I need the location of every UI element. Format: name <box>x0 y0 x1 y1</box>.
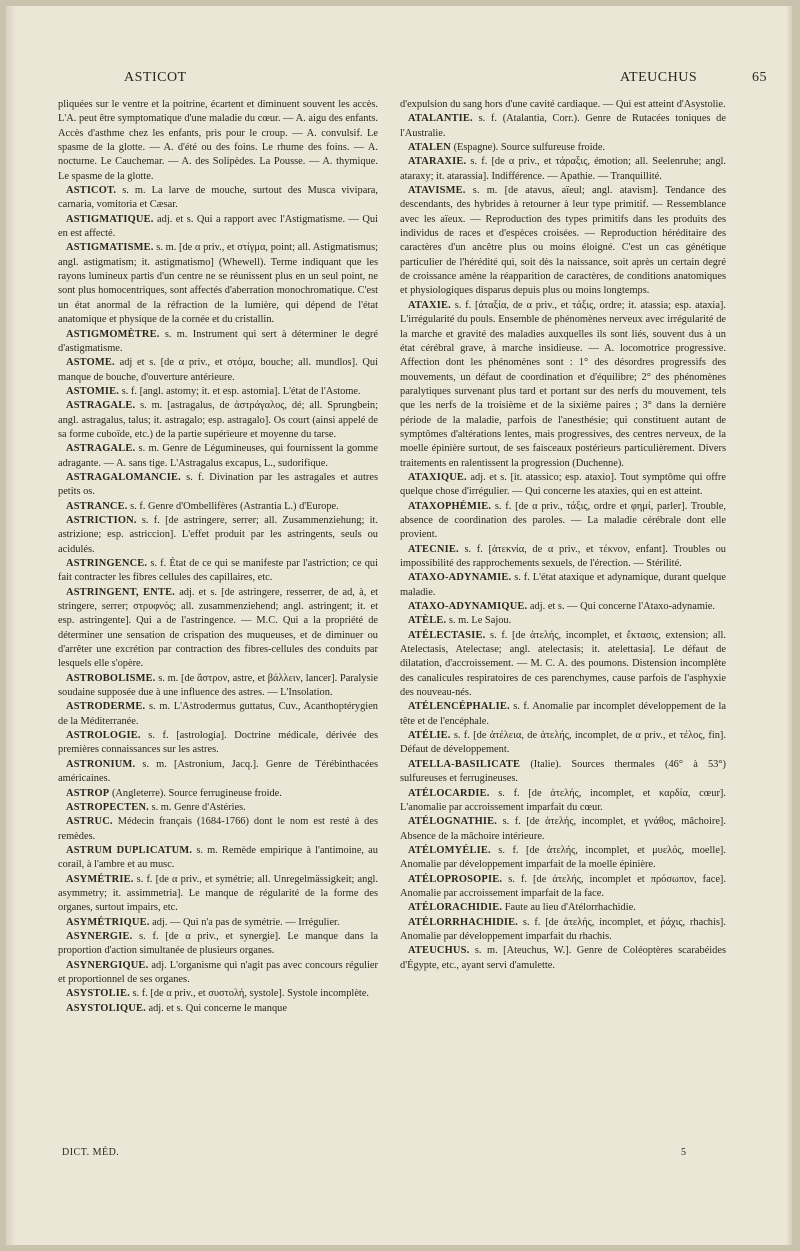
dictionary-entry <box>400 844 726 873</box>
entry-definition: s. m. Genre d'Astéries. <box>148 801 246 813</box>
entry-headword: ATÉLENCÉPHALIE. <box>408 701 510 713</box>
entry-headword: ASTRAGALOMANCIE. <box>66 471 181 483</box>
entry-definition: s. f. [de ἀτέλεια, de ἀτελής, incomplet, de α priv., et τέλος, fin]. Défaut de développement. <box>400 730 726 756</box>
entry-headword: ASYNERGIE. <box>66 930 133 942</box>
dictionary-entry <box>58 916 378 930</box>
entry-headword: ATÉLOMYÉLIE. <box>408 844 491 856</box>
dictionary-entry <box>58 758 378 787</box>
dictionary-entry <box>58 514 378 557</box>
entry-headword: ATÉLOPROSOPIE. <box>408 873 503 885</box>
entry-definition: s. f. État de ce qui se manifeste par l'astriction; ce qui fait contracter les fibres cellules des capillaires, etc. <box>58 558 378 584</box>
entry-headword: ASTROLOGIE. <box>66 730 141 742</box>
footer-signature-number: 5 <box>681 1147 687 1158</box>
dictionary-entry <box>400 155 726 184</box>
dictionary-page <box>6 6 792 1245</box>
entry-definition: s. m. Genre de Légumineuses, qui fournissent la gomme adragante. — A. sans tige. L'Astragalus excapus, L., sudorifique. <box>58 443 378 469</box>
entry-definition: s. m. [astragalus, de ἀστράγαλος, dé; all. Sprungbein; angl. astragalus, talus; it. astragalo; esp. astragalo]. Os court (ainsi appelé de sa forme cuboïde, etc.) de la partie supérieure et moyenne du tarse. <box>58 400 378 440</box>
entry-definition: d'expulsion du sang hors d'une cavité cardiaque. — Qui est atteint d'Asystolie. <box>400 99 726 110</box>
running-head-left: ASTICOT <box>124 70 187 85</box>
entry-headword: ASYSTOLIQUE. <box>66 1002 146 1014</box>
entry-definition: adj. L'organisme qui n'agit pas avec concours régulier et proportionnel de ses organes. <box>58 959 378 985</box>
dictionary-entry <box>400 815 726 844</box>
dictionary-entry <box>58 184 378 213</box>
entry-definition: s. f. [de ἀτελής, incomplet, et καρδία, cœur]. L'anomalie par accroissement imparfait du cœur. <box>400 787 726 813</box>
entry-definition: s. f. [de ἀτελής, incomplet et πρόσωπον, face]. Anomalie par accroissement imparfait de la face. <box>400 873 726 899</box>
dictionary-entry <box>58 385 378 399</box>
dictionary-entry <box>58 959 378 988</box>
entry-definition: s. m. [de atavus, aïeul; angl. atavism]. Tendance des descendants, des hybrides à retourner à leur type primitif. — Ressemblance avec les aïeux. — Reproduction des types primitifs dans les produits des individus de races et d'espèces croisées. — Reproduction héréditaire des caractères d'un ancêtre plus ou moins éloigné. C'est un cas génétique particulier de l'hérédité qui, soit dès la naissance, soit après un certain degré de croissance amène la réapparition de caractères, de conditions anatomiques et physiologiques disparus depuis plus ou moins longtemps. <box>400 185 726 297</box>
continued-entry-text <box>400 98 726 112</box>
entry-headword: ASYSTOLIE. <box>66 988 130 1000</box>
dictionary-entry <box>400 944 726 973</box>
entry-headword: ASTRANCE. <box>66 500 128 512</box>
entry-headword: ASTRICTION. <box>66 514 137 526</box>
entry-headword: ASTIGMOMÈTRE. <box>66 328 160 340</box>
dictionary-entry <box>58 930 378 959</box>
entry-definition: s. m. Le Sajou. <box>446 615 512 627</box>
entry-definition: adj et s. [de α priv., et στόμα, bouche; all. mundlos]. Qui manque de bouche, d'ouverture antérieure. <box>58 357 378 383</box>
entry-definition: s. m. [de α priv., et στίγμα, point; all. Astigmatismus; angl. astigmatism; it. astigmatismo] (Whewell). Terme indiquant que les rayons lumineux partis d'un centre ne se réunissent plus en un seul point, ne sont plus homocentriques, sont affectés d'aberration monochromatique. C'est un état anormal de la réfraction de la lumière, qui dépend de l'état anatomique et physique de la cornée et du cristallin. <box>58 242 378 326</box>
continued-entry-text <box>58 98 378 184</box>
entry-headword: ATÈLE. <box>408 615 447 627</box>
dictionary-entry <box>400 787 726 816</box>
dictionary-entry <box>400 916 726 945</box>
entry-definition: pliquées sur le ventre et la poitrine, écartent et diminuent souvent les accès. L'A. peut être symptomatique d'une maladie du cœur. — A. aigu des enfants. Accès d'asthme chez les enfants, pris pour le croup. — A. convulsif. Le spasme de la glotte. — A. d'été ou des foins. Le rhume des foins. — A. nocturne. Le Cauchemar. — A. des Solipèdes. La Pousse. — A. thymique. Le spasme de la glotte. <box>58 99 378 182</box>
running-head-right: ATEUCHUS <box>620 70 698 85</box>
entry-definition: s. m. [Astronium, Jacq.]. Genre de Térébinthacées américaines. <box>58 758 378 785</box>
entry-headword: ASYNERGIQUE. <box>66 959 149 971</box>
entry-definition: s. f. [de α priv., et συστολή, systole]. Systole incomplète. <box>129 988 370 1000</box>
dictionary-entry <box>400 471 726 500</box>
entry-definition: Faute au lieu d'Atélorrhachidie. <box>502 902 636 914</box>
entry-headword: ASTRINGENCE. <box>66 558 148 569</box>
entry-headword: ASTROP <box>66 787 110 799</box>
entry-headword: ASTRUC. <box>66 816 113 828</box>
entry-headword: ATAXIQUE. <box>408 471 467 483</box>
entry-definition: (Angleterre). Source ferrugineuse froide. <box>109 787 282 799</box>
entry-headword: ATALEN <box>408 142 451 154</box>
page-right-edge <box>786 6 792 1245</box>
dictionary-entry <box>58 442 378 471</box>
entry-headword: ATEUCHUS. <box>408 945 470 957</box>
entry-definition: s. f. [de α priv., et τάραξις, émotion; all. Seelenruhe; angl. ataraxy; it. atarassia]. Indifférence. — Apathie. — Tranquillité. <box>400 156 726 182</box>
dictionary-entry <box>400 299 726 471</box>
page-number: 65 <box>752 70 767 85</box>
dictionary-entry <box>400 112 726 141</box>
dictionary-entry <box>58 213 378 242</box>
dictionary-entry <box>58 356 378 385</box>
dictionary-entry <box>58 557 378 586</box>
dictionary-entry <box>58 987 378 1001</box>
dictionary-entry <box>58 729 378 758</box>
entry-headword: ATÉLOGNATHIE. <box>408 816 498 828</box>
entry-definition: s. f. Genre d'Ombellifères (Astrantia L.) d'Europe. <box>127 500 339 512</box>
entry-definition: s. m. [de ἄστρον, astre, et βάλλειν, lancer]. Paralysie soudaine supposée due à une influence des astres. — L'Insolation. <box>58 672 378 699</box>
footer-signature-label: DICT. MÉD. <box>62 1147 120 1158</box>
entry-definition: Médecin français (1684-1766) dont le nom est resté à des remèdes. <box>58 816 378 842</box>
dictionary-entry <box>58 328 378 357</box>
entry-definition: adj. et s. Qui a rapport avec l'Astigmatisme. — Qui en est affecté. <box>58 213 378 240</box>
dictionary-entry <box>400 901 726 915</box>
entry-definition: s. f. [de ἀτελής, incomplet, et γνάθος, mâchoire]. Absence de la mâchoire intérieure. <box>400 816 726 842</box>
entry-headword: ATÉLORACHIDIE. <box>408 902 503 914</box>
dictionary-entry <box>58 672 378 701</box>
dictionary-entry <box>58 399 378 442</box>
entry-headword: ATAXO-ADYNAMIE. <box>408 572 512 584</box>
entry-headword: ATALANTIE. <box>408 113 473 125</box>
entry-headword: ASTRODERME. <box>66 701 146 713</box>
entry-headword: ASTRAGALE. <box>66 400 136 412</box>
entry-headword: ASTICOT. <box>66 185 117 197</box>
entry-headword: ATÉLECTASIE. <box>408 629 486 641</box>
entry-headword: ASTOMIE. <box>66 385 120 397</box>
entry-headword: ASTIGMATISME. <box>66 242 154 254</box>
entry-headword: ATÉLIE. <box>408 730 451 742</box>
entry-definition: adj. et s. Qui concerne le manque <box>145 1002 287 1014</box>
entry-headword: ASTRUM DUPLICATUM. <box>66 844 193 856</box>
entry-headword: ASYMÉTRIQUE. <box>66 916 150 928</box>
entry-definition: adj. et s. [it. atassico; esp. ataxio]. Tout symptôme qui offre quelque chose d'irrégulier. — Qui concerne les ataxies, qui en est atteint. <box>400 471 726 498</box>
entry-headword: ATÉLORRHACHIDIE. <box>408 916 519 928</box>
entry-definition: (Italie). Sources thermales (46° à 53°) sulfureuses et ferrugineuses. <box>400 758 726 785</box>
entry-headword: ATAVISME. <box>408 185 466 197</box>
entry-definition: s. f. [de α priv., et symétrie; all. Unregelmässigkeit; angl. asymmetry; it. assimmetria]. Le manque de régularité de la forme des organes, surtout impairs, etc. <box>58 873 378 914</box>
entry-headword: ATECNIE. <box>408 543 459 555</box>
entry-definition: s. f. Anomalie par incomplet développement de la tête et de l'encéphale. <box>400 701 726 727</box>
entry-headword: ASYMÉTRIE. <box>66 873 134 885</box>
dictionary-entry <box>400 571 726 600</box>
dictionary-entry <box>400 629 726 701</box>
entry-definition: s. f. (Atalantia, Corr.). Genre de Rutacées toniques de l'Australie. <box>400 113 726 139</box>
dictionary-entry <box>58 700 378 729</box>
entry-headword: ASTRINGENT, ENTE. <box>66 586 176 598</box>
entry-definition: s. f. [angl. astomy; it. et esp. astomia]. L'état de l'Astome. <box>119 385 361 397</box>
right-column <box>400 98 726 973</box>
page-shadow-edge <box>6 6 16 1245</box>
dictionary-entry <box>400 600 726 614</box>
entry-definition: s. f. [ἀτεκνία, de α priv., et τέκνον, enfant]. Troubles ou impossibilité des rapprochements sexuels, de l'érection. — Stérilité. <box>400 543 726 569</box>
entry-definition: s. m. [Ateuchus, W.]. Genre de Coléoptères scarabéides d'Égypte, etc., ayant servi d'amulette. <box>400 945 726 971</box>
entry-headword: ATARAXIE. <box>408 156 467 168</box>
dictionary-entry <box>58 815 378 844</box>
entry-definition: s. f. L'état ataxique et adynamique, durant quelque maladie. <box>400 572 726 598</box>
dictionary-entry <box>400 543 726 572</box>
entry-definition: s. f. [astrologia]. Doctrine médicale, dérivée des premières connaissances sur les astres. <box>58 730 378 756</box>
dictionary-entry <box>58 873 378 916</box>
entry-headword: ASTROPECTEN. <box>66 801 149 813</box>
dictionary-entry <box>400 700 726 729</box>
entry-definition: adj. et s. [de astringere, resserrer, de ad, à, et stringere, serrer; στρυφνός; all. zusammenziehend; angl. astringent; it. et esp. astringente]. Qui a de l'astringence. — M.C. Qui a la propriété de déterminer une sensation de crispation des muqueuses, et de diminuer ou d'arrêter une excrétion par contraction des fibres-cellules des conduits par lesquels elle s'opère. <box>58 586 378 670</box>
entry-definition: s. f. [de ἀτελής, incomplet, et ῥάχις, rhachis]. Anomalie par développement imparfait du rhachis. <box>400 916 726 942</box>
entry-headword: ASTRONIUM. <box>66 758 136 770</box>
entry-definition: s. m. La larve de mouche, surtout des Musca vivipara, carnaria, vomitoria et Cæsar. <box>58 185 378 211</box>
dictionary-entry <box>58 787 378 801</box>
entry-definition: s. f. Divination par les astragales et autres petits os. <box>58 471 378 498</box>
entry-headword: ASTIGMATIQUE. <box>66 213 154 225</box>
dictionary-entry <box>58 801 378 815</box>
dictionary-entry <box>58 1002 378 1016</box>
dictionary-entry <box>400 184 726 299</box>
entry-headword: ATAXOPHÉMIE. <box>408 500 492 512</box>
entry-definition: s. f. [de ἀτελής, incomplet, et ἔκτασις, extension; all. Atelectasis, Atelectase; angl. atelectasis; it. atelettasia]. Le défaut de dilatation, d'accroissement. — M. C. A. des poumons. Distension incomplète des canalicules respiratoires de ces parenchymes, cause parfois de l'asphyxie des nouveau-nés. <box>400 629 726 699</box>
entry-definition: s. m. Instrument qui sert à déterminer le degré d'astigmatisme. <box>58 328 378 354</box>
dictionary-entry <box>400 729 726 758</box>
entry-headword: ATELLA-BASILICATE <box>408 758 521 770</box>
entry-headword: ATAXIE. <box>408 299 451 311</box>
entry-definition: adj. — Qui n'a pas de symétrie. — Irrégulier. <box>149 916 340 928</box>
dictionary-entry <box>58 471 378 500</box>
entry-definition: s. m. L'Astrodermus guttatus, Cuv., Acanthoptérygien de la Méditerranée. <box>58 701 378 727</box>
dictionary-entry <box>400 758 726 787</box>
dictionary-entry <box>58 500 378 514</box>
dictionary-entry <box>58 241 378 327</box>
dictionary-entry <box>58 586 378 672</box>
dictionary-entry <box>400 141 726 155</box>
dictionary-entry <box>58 844 378 873</box>
entry-headword: ATÉLOCARDIE. <box>408 787 490 799</box>
entry-headword: ATAXO-ADYNAMIQUE. <box>408 601 528 613</box>
dictionary-entry <box>400 873 726 902</box>
entry-headword: ASTROBOLISME. <box>66 672 156 684</box>
entry-definition: s. f. [de astringere, serrer; all. Zusammenziehung; it. astrizione; esp. astriccion]. L'effet produit par les astringents, seuls ou acidulés. <box>58 514 378 555</box>
entry-definition: s. f. [de ἀτελής, incomplet, et μυελός, moelle]. Anomalie par développement imparfait de la moelle épinière. <box>400 844 726 871</box>
entry-definition: adj. et s. — Qui concerne l'Ataxo-adynamie. <box>527 601 716 613</box>
entry-definition: s. f. [de α priv., et synergie]. Le manque dans la proportion d'action simultanée de plusieurs organes. <box>58 930 378 957</box>
entry-definition: s. f. [ἀταξία, de α priv., et τάξις, ordre; it. atassia; esp. ataxia]. L'irrégularité du pouls. Ensemble de phénomènes nerveux avec irrégularité de la marche et gravité des maladies auxquelles ils sont liés, souvent dus à un état cérébral grave, à marche insidieuse. — A. locomotrice progressive. Affection dont les phénomènes sont : 1° des désordres progressifs des mouvements, un défaut de coordination et d'équilibre; 2° des phénomènes paralytiques survenant plus tard et portant sur des nerfs du mouvement, tels que les nerfs de la troisième et de la sixième paires ; 3° dans la dernière période de la maladie, parfois de l'anesthésie; qui constituent autant de symptômes d'altérations lentes, mais progressives, des centres nerveux, de la moelle épinière surtout, de ses faisceaux postérieurs particulièrement. Divers traitements en ralentissent la progression (Duchenne). <box>400 299 726 469</box>
dictionary-entry <box>400 614 726 628</box>
entry-definition: s. f. [de α priv., τάξις, ordre et φημί, parler]. Trouble, absence de coordination des paroles. — La maladie cérébrale dont elle provient. <box>400 500 726 541</box>
entry-headword: ASTOME. <box>66 357 115 369</box>
left-column <box>58 98 378 1016</box>
dictionary-entry <box>400 500 726 543</box>
entry-definition: (Espagne). Source sulfureuse froide. <box>450 142 606 154</box>
entry-definition: s. m. Remède empirique à l'antimoine, au corail, à l'ambre et au musc. <box>58 844 378 871</box>
entry-headword: ASTRAGALE. <box>66 443 136 455</box>
